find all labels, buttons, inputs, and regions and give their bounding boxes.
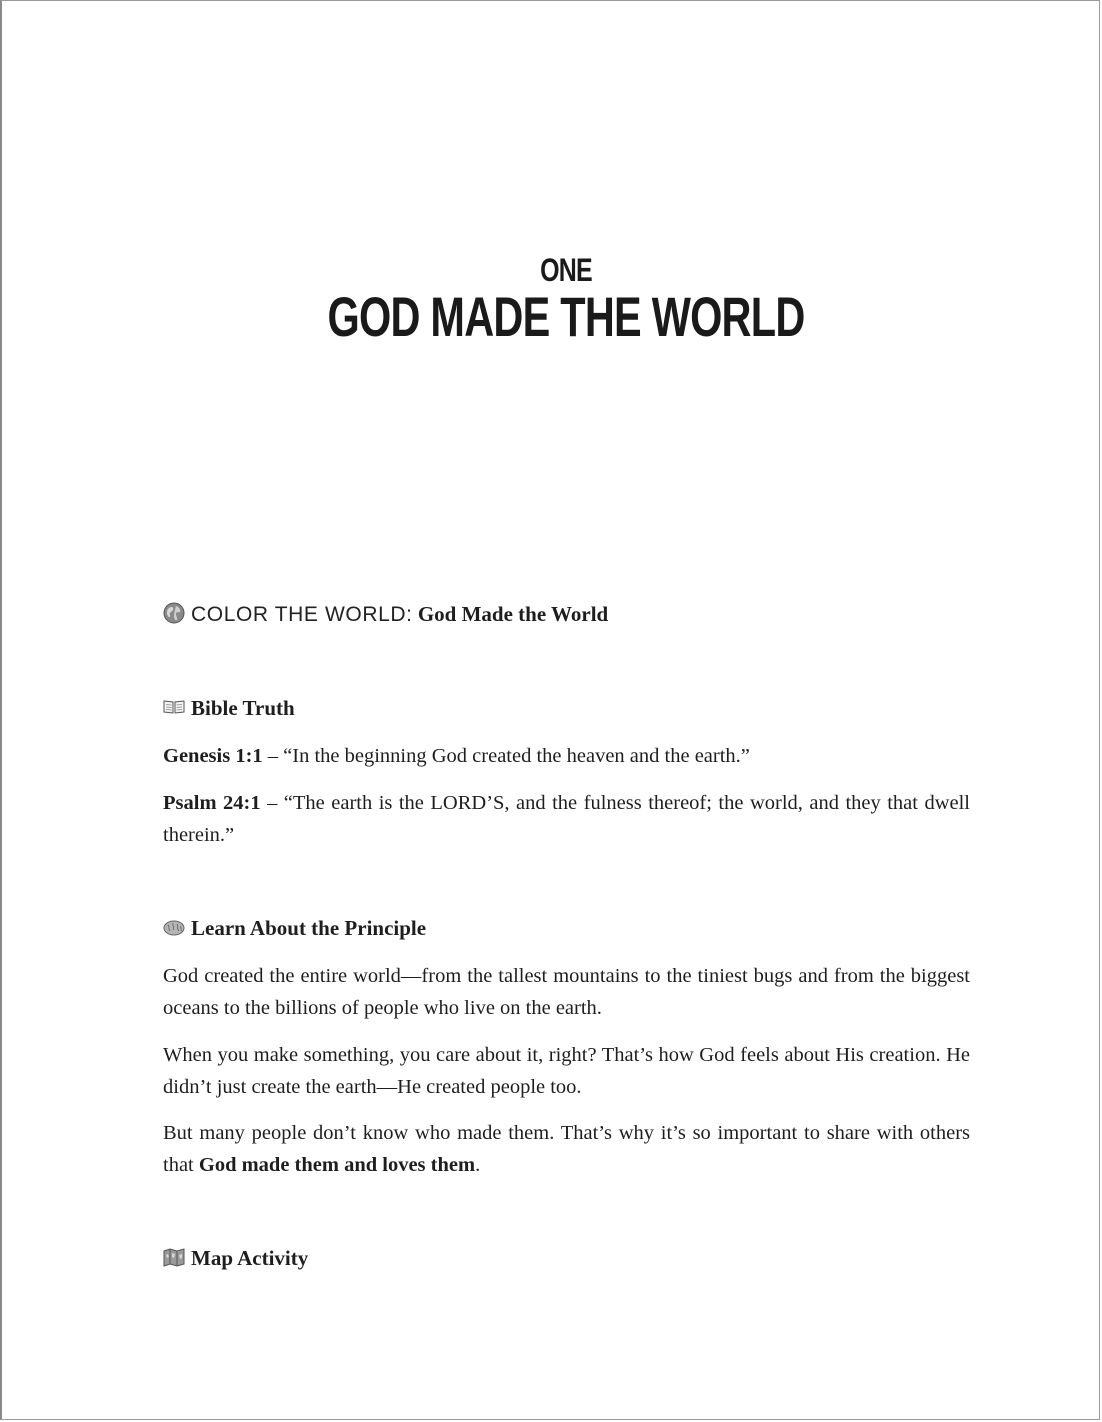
color-the-world-label: COLOR THE WORLD: [191,603,413,626]
chapter-number: ONE [540,252,592,288]
verse-reference: Genesis 1:1 [163,745,263,767]
verse-psalm [163,787,970,851]
closing-period: . [475,1154,481,1176]
principle-paragraph: When you make something, you care about it, right? That’s how God feels about His creation. He didn’t just create the earth—He created people too. [163,1044,970,1098]
closing-emphasis: God made them and loves them [198,1154,476,1176]
chapter-title: GOD MADE THE WORLD [327,285,805,348]
map-activity-heading [163,1244,308,1272]
verse-text: – “In the beginning God created the heaven and the earth.” [262,745,750,767]
verse-reference: Psalm 24:1 [163,792,261,814]
bible-truth-heading [163,694,295,722]
principle-paragraph-closing [163,1117,970,1181]
brain-icon [163,916,185,938]
open-book-icon [163,696,185,718]
closing-text: But many people don’t know who made them. That’s why it’s so important to share with others that [163,1122,970,1176]
verse-text: – “The earth is the LORD’S, and the fulness thereof; the world, and they that dwell therein.” [163,792,971,846]
bible-truth-label: Bible Truth [191,696,295,720]
principle-label: Learn About the Principle [191,916,427,940]
principle-paragraph: God created the entire world—from the tallest mountains to the tiniest bugs and from the biggest oceans to the billions of people who live on the earth. [163,965,970,1019]
color-the-world-title: God Made the World [417,602,609,626]
color-the-world-heading [163,600,608,629]
map-activity-label: Map Activity [191,1246,309,1270]
globe-icon [163,602,185,624]
verse-genesis [163,740,970,772]
principle-heading [163,914,426,942]
map-icon [163,1246,185,1268]
